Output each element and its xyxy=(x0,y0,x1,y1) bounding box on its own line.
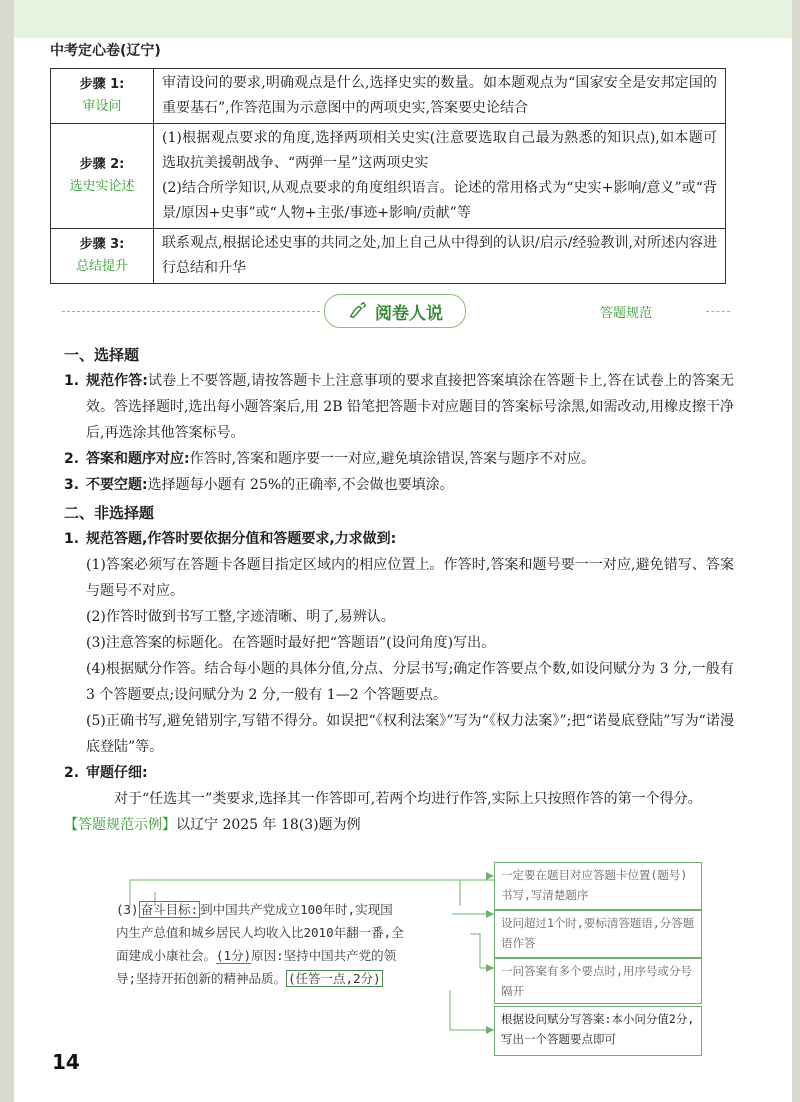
item-text: 选择题每小题有 25%的正确率,不会做也要填涂。 xyxy=(147,477,454,493)
item-text: 试卷上不要答题,请按答题卡上注意事项的要求直接把答案填涂在答题卡上,答在试卷上的答案无效。答选择题时,选出每小题答案后,用 2B 铅笔把答题卡对应题目的答案标号涂黑,如需改动,用橡皮擦干净后,再选涂其他答案标号。 xyxy=(86,373,734,441)
item-number: 2. xyxy=(64,451,80,467)
example-heading xyxy=(64,812,734,838)
item-text: 作答时,答案和题序要一一对应,避免填涂错误,答案与题序不对应。 xyxy=(189,451,595,467)
step-line: (2)结合所学知识,从观点要求的角度组织语言。论述的常用格式为“史实+影响/意义”或“背景/原因+史事”或“人物+主张/事迹+影响/贡献”等 xyxy=(162,180,717,221)
answer-score: (任答一点,2分) xyxy=(288,971,381,986)
section-title: 二、非选择题 xyxy=(64,504,155,522)
sub-item: (2)作答时做到书写工整,字迹清晰、明了,易辨认。 xyxy=(86,609,395,625)
step-number: 步骤 2: xyxy=(79,157,125,172)
list-item xyxy=(64,368,734,446)
section-title: 一、选择题 xyxy=(64,346,140,364)
step-name: 选史实论述 xyxy=(69,179,135,194)
main-content xyxy=(64,340,734,838)
page-number: 14 xyxy=(52,1050,80,1074)
step-line: (1)根据观点要求的角度,选择两项相关史实(注意要选取自己最为熟悉的知识点),如本题可选取抗美援朝战争、“两弹一星”这两项史实 xyxy=(162,130,717,171)
annotation-note: 一问答案有多个要点时,用序号或分号隔开 xyxy=(494,958,702,1004)
banner-divider-left xyxy=(62,311,320,312)
banner-tag: 答题规范 xyxy=(600,306,653,321)
item-lead: 规范答题,作答时要依据分值和答题要求,力求做到: xyxy=(86,531,397,547)
list-item xyxy=(64,472,734,498)
banner-badge xyxy=(324,294,466,328)
step-row xyxy=(51,69,726,124)
list-item xyxy=(64,760,734,786)
answer-line xyxy=(116,967,462,990)
annotation-note: 一定要在题目对应答题卡位置(题号)书写,写清楚题序 xyxy=(494,862,702,910)
annotation-note: 设问超过1个时,要标清答题语,分答题语作答 xyxy=(494,910,702,958)
banner-divider-right xyxy=(706,311,730,312)
answer-text: 面建成小康社会。 xyxy=(116,948,217,963)
answer-prefix: (3) xyxy=(116,902,139,917)
answer-line xyxy=(116,898,462,921)
step-text: 联系观点,根据论述史事的共同之处,加上自己从中得到的认识/启示/经验教训,对所述内容进行总结和升华 xyxy=(154,229,726,284)
answer-score: (1分) xyxy=(216,948,252,963)
banner-title: 阅卷人说 xyxy=(375,303,443,324)
sub-item: (3)注意答案的标题化。在答题时最好把“答题语”(设问角度)写出。 xyxy=(86,635,496,651)
step-label xyxy=(51,124,154,229)
answer-text: 原因:坚持中国共产党的领 xyxy=(251,948,397,963)
answer-text: 到中国共产党成立100年时,实现国 xyxy=(200,902,393,917)
running-header: 中考定心卷(辽宁) xyxy=(50,43,161,59)
answer-line xyxy=(116,944,462,967)
step-name: 审设问 xyxy=(82,99,122,114)
step-text xyxy=(154,124,726,229)
item-number: 2. xyxy=(64,765,80,781)
step-number: 步骤 1: xyxy=(79,77,125,92)
step-row xyxy=(51,124,726,229)
steps-table xyxy=(50,68,726,284)
answer-text: 导;坚持开拓创新的精神品质。 xyxy=(116,971,287,986)
annotation-note: 根据设问赋分写答案:本小问分值2分,写出一个答题要点即可 xyxy=(494,1006,702,1056)
list-item xyxy=(64,526,734,552)
item-number: 3. xyxy=(64,477,80,493)
sub-item: (5)正确书写,避免错别字,写错不得分。如误把“《权利法案》”写为“《权力法案》”;把“诺曼底登陆”写为“诺漫底登陆”等。 xyxy=(86,713,734,755)
item-lead: 审题仔细: xyxy=(86,765,148,781)
sub-item: (1)答案必须写在答题卡各题目指定区域内的相应位置上。作答时,答案和题号要一一对应,避免错写、答案与题号不对应。 xyxy=(86,557,734,599)
item-number: 1. xyxy=(64,373,80,389)
example-text: 以辽宁 2025 年 18(3)题为例 xyxy=(176,817,361,833)
list-item xyxy=(64,446,734,472)
item-lead: 不要空题: xyxy=(86,477,148,493)
paragraph: 对于“任选其一”类要求,选择其一作答即可,若两个均进行作答,实际上只按照作答的第一个得分。 xyxy=(114,791,702,807)
example-tag: 【答题规范示例】 xyxy=(64,817,176,833)
handwritten-answer xyxy=(116,898,462,990)
hand-pen-icon xyxy=(347,300,369,322)
sub-item: (4)根据赋分作答。结合每小题的具体分值,分点、分层书写;确定作答要点个数,如设问赋分为 3 分,一般有 3 个答题要点;设问赋分为 2 分,一般有 1—2 个答题要点。 xyxy=(86,661,734,703)
step-text: 审清设问的要求,明确观点是什么,选择史实的数量。如本题观点为“国家安全是安邦定国的重要基石”,作答范围为示意图中的两项史实,答案要史论结合 xyxy=(154,69,726,124)
step-row xyxy=(51,229,726,284)
item-lead: 规范作答: xyxy=(86,373,148,389)
item-lead: 答案和题序对应: xyxy=(86,451,190,467)
answer-line: 内生产总值和城乡居民人均收入比2010年翻一番,全 xyxy=(116,925,404,940)
step-label xyxy=(51,69,154,124)
step-label xyxy=(51,229,154,284)
step-name: 总结提升 xyxy=(75,259,128,274)
item-number: 1. xyxy=(64,531,80,547)
answer-heading: 奋斗目标: xyxy=(140,902,199,917)
top-band xyxy=(14,0,792,38)
step-number: 步骤 3: xyxy=(79,237,125,252)
